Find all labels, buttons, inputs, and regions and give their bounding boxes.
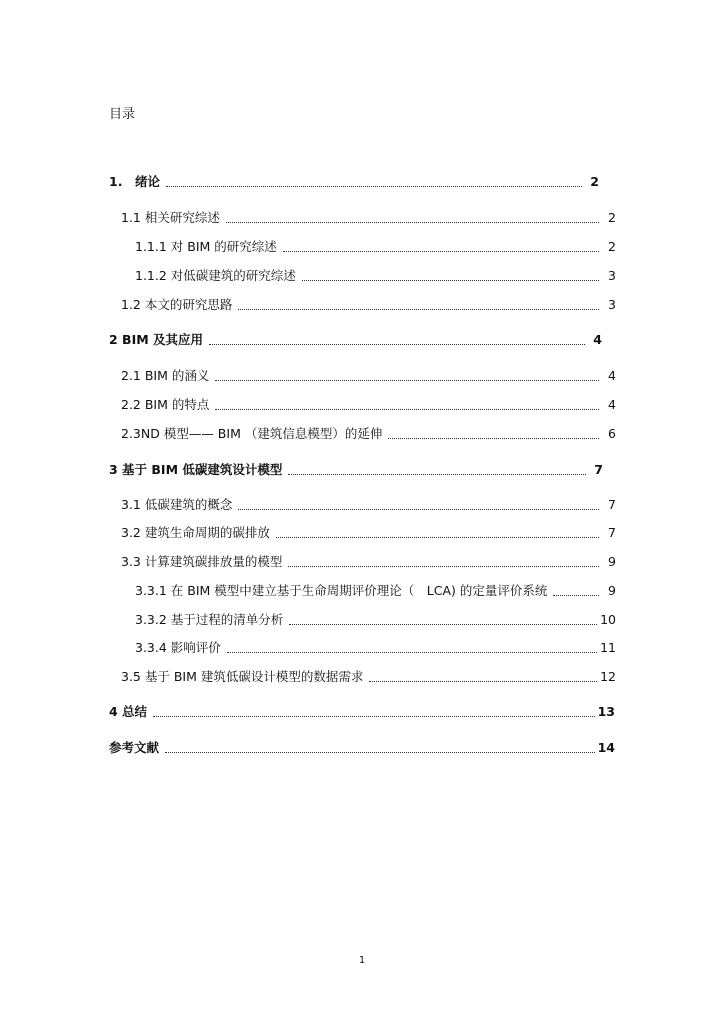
- toc-leader: [553, 594, 599, 596]
- toc-entry-page: 3: [608, 297, 616, 312]
- toc-entry-3: [109, 462, 603, 478]
- toc-leader: [238, 508, 599, 510]
- toc-entry-3-3-1: [135, 583, 616, 599]
- toc-title: 目录: [109, 107, 136, 122]
- toc-entry-label: 1.1.1 对 BIM 的研究综述: [135, 239, 277, 254]
- toc-entry-2-1: [121, 368, 616, 384]
- toc-leader: [288, 473, 586, 475]
- toc-entry-page: 12: [600, 669, 616, 684]
- toc-entry-1-1-2: [135, 268, 616, 284]
- toc-entry-label: 2 BIM 及其应用: [109, 332, 204, 347]
- toc-entry-page: 10: [600, 612, 616, 627]
- toc-leader: [153, 715, 595, 717]
- toc-entry-label: 3.5 基于 BIM 建筑低碳设计模型的数据需求: [121, 669, 364, 684]
- toc-entry-4: [109, 704, 615, 720]
- toc-entry-3-3: [121, 554, 616, 570]
- toc-entry-1-1-1: [135, 239, 616, 255]
- toc-leader: [238, 308, 599, 310]
- toc-entry-page: 4: [593, 332, 602, 347]
- toc-entry-label: 1.1.2 对低碳建筑的研究综述: [135, 268, 296, 283]
- toc-entry-label: 3.3 计算建筑碳排放量的模型: [121, 554, 283, 569]
- toc-entry-3-3-4: [135, 640, 616, 656]
- toc-entry-page: 2: [608, 239, 616, 254]
- toc-entry-page: 6: [608, 426, 616, 441]
- toc-entry-label: 1.2 本文的研究思路: [121, 297, 233, 312]
- toc-leader: [288, 565, 599, 567]
- toc-entry-page: 14: [597, 740, 615, 755]
- toc-leader: [276, 536, 599, 538]
- toc-entry-2-2: [121, 397, 616, 413]
- toc-entry-label: 1.1 相关研究综述: [121, 210, 220, 225]
- toc-entry-label: 3.2 建筑生命周期的碳排放: [121, 525, 270, 540]
- toc-leader: [369, 680, 597, 682]
- toc-entry-1-1: [121, 210, 616, 226]
- toc-entry-page: 4: [608, 397, 616, 412]
- toc-entry-1: [109, 174, 599, 190]
- toc-entry-label: 4 总结: [109, 704, 148, 719]
- toc-leader: [226, 221, 599, 223]
- toc-entry-page: 2: [608, 210, 616, 225]
- toc-entry-page: 9: [608, 554, 616, 569]
- toc-entry-label: 2.1 BIM 的涵义: [121, 368, 210, 383]
- toc-entry-page: 11: [600, 640, 616, 655]
- page-number: 1: [358, 955, 366, 966]
- toc-leader: [289, 623, 597, 625]
- toc-entry-label: 3.1 低碳建筑的概念: [121, 497, 233, 512]
- toc-leader: [209, 343, 585, 345]
- toc-entry-page: 9: [608, 583, 616, 598]
- toc-leader: [215, 379, 599, 381]
- toc-entry-label: 3 基于 BIM 低碳建筑设计模型: [109, 462, 283, 477]
- toc-entry-label: 2.3ND 模型—— BIM （建筑信息模型）的延伸: [121, 426, 383, 441]
- toc-entry-1-2: [121, 297, 616, 313]
- toc-entry-page: 7: [608, 497, 616, 512]
- toc-entry-label: 2.2 BIM 的特点: [121, 397, 210, 412]
- toc-leader: [227, 651, 597, 653]
- toc-entry-label: 3.3.4 影响评价: [135, 640, 221, 655]
- toc-leader: [165, 751, 595, 753]
- toc-leader: [215, 408, 599, 410]
- toc-entry-3-3-2: [135, 612, 616, 628]
- toc-entry-page: 13: [597, 704, 615, 719]
- toc-entry-page: 7: [594, 462, 603, 477]
- toc-entry-references: [109, 740, 615, 756]
- toc-entry-label: 3.3.2 基于过程的清单分析: [135, 612, 284, 627]
- toc-entry-2-3: [121, 426, 616, 442]
- toc-entry-page: 7: [608, 525, 616, 540]
- toc-entry-label: 1. 绪论: [109, 174, 160, 189]
- toc-entry-3-1: [121, 497, 616, 513]
- toc-entry-3-2: [121, 525, 616, 541]
- toc-entry-label: 参考文献: [109, 740, 160, 755]
- toc-entry-3-5: [121, 669, 616, 685]
- toc-entry-label: 3.3.1 在 BIM 模型中建立基于生命周期评价理论（ LCA) 的定量评价系统: [135, 583, 548, 598]
- toc-entry-page: 2: [590, 174, 599, 189]
- toc-leader: [166, 185, 582, 187]
- toc-entry-page: 3: [608, 268, 616, 283]
- toc-entry-page: 4: [608, 368, 616, 383]
- toc-leader: [388, 437, 599, 439]
- toc-leader: [302, 279, 599, 281]
- toc-entry-2: [109, 332, 602, 348]
- toc-leader: [283, 250, 599, 252]
